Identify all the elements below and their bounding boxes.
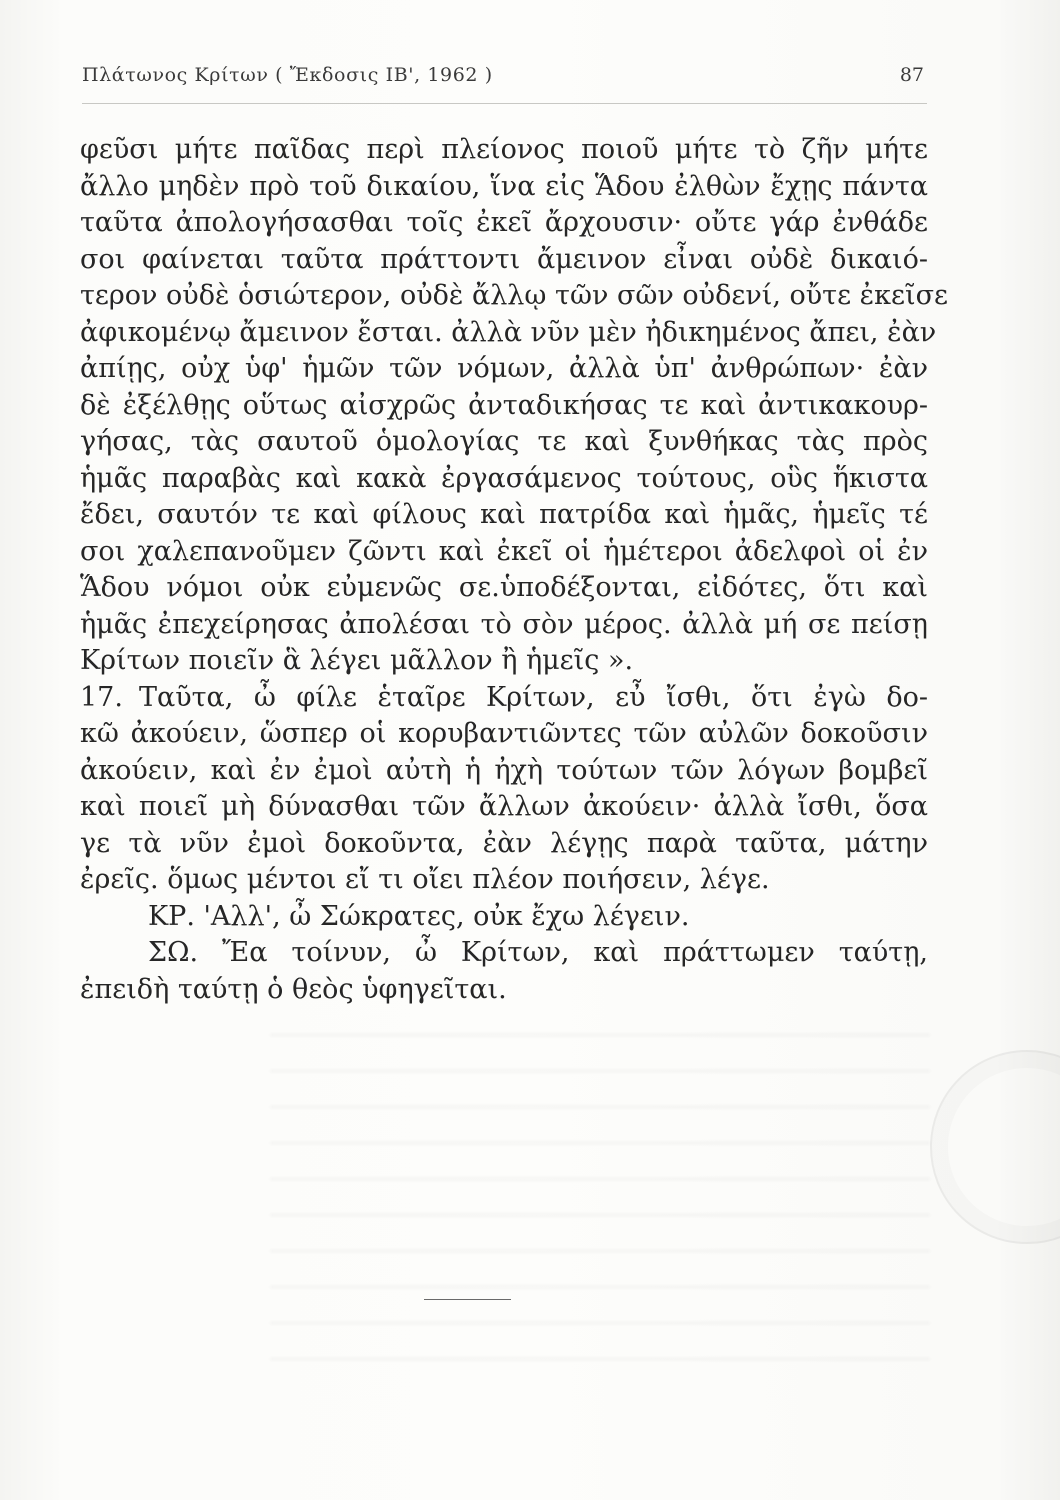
running-head (82, 64, 924, 94)
text-line: ἐρεῖς. ὅμως μέντοι εἴ τι οἴει πλέον ποιήσειν, λέγε. (80, 864, 770, 895)
text-line: δὲ ἐξέλθῃς οὕτως αἰσχρῶς ἀνταδικήσας τε καὶ ἀντικακουρ- (80, 389, 928, 421)
text-line: ἀφικομένῳ ἄμεινον ἔσται. ἀλλὰ νῦν μὲν ἠδικημένος ἄπει, ἐὰν (80, 316, 937, 348)
dialogue (80, 899, 928, 1009)
paragraph-2 (80, 680, 928, 899)
text-line: ἄλλο μηδὲν πρὸ τοῦ δικαίου, ἵνα εἰς Ἅδου ἐλθὼν ἔχῃς πάντα (80, 170, 928, 202)
text-line: καὶ ποιεῖ μὴ δύνασθαι τῶν ἄλλων ἀκούειν· ἀλλὰ ἴσθι, ὅσα (80, 791, 928, 822)
text-line: σοι φαίνεται ταῦτα πράττοντι ἄμεινον εἶναι οὐδὲ δικαιό- (80, 243, 928, 275)
socrates-line: ΣΩ. Ἔα τοίνυν, ὦ Κρίτων, καὶ πράττωμεν ταύτῃ, (148, 937, 928, 968)
paragraph-1 (80, 132, 949, 680)
section-number: 17. (80, 681, 123, 713)
text-line: γε τὰ νῦν ἐμοὶ δοκοῦντα, ἐὰν λέγῃς παρὰ ταῦτα, μάτην (80, 827, 928, 859)
page-number: 87 (899, 64, 924, 86)
text-line: σοι χαλεπανοῦμεν ζῶντι καὶ ἐκεῖ οἱ ἡμέτεροι ἀδελφοὶ οἱ ἐν (80, 535, 928, 567)
text-line: Κρίτων ποιεῖν ἃ λέγει μᾶλλον ἢ ἡμεῖς ». (80, 645, 634, 676)
text-line: τερον οὐδὲ ὁσιώτερον, οὐδὲ ἄλλῳ τῶν σῶν οὐδενί, οὔτε ἐκεῖσε (80, 280, 949, 311)
bleed-through-text (270, 1010, 930, 1390)
header-rule (82, 103, 927, 104)
text-line: φεῦσι μήτε παῖδας περὶ πλείονος ποιοῦ μήτε τὸ ζῆν μήτε (80, 134, 928, 165)
text-line: κῶ ἀκούειν, ὥσπερ οἱ κορυβαντιῶντες τῶν αὐλῶν δοκοῦσιν (80, 718, 928, 749)
library-stamp (930, 1050, 1060, 1244)
running-title: Πλάτωνος Κρίτων ( Ἔκδοσις ΙΒ', 1962 ) (82, 64, 493, 86)
text-line: ἀκούειν, καὶ ἐν ἐμοὶ αὐτὴ ἡ ἠχὴ τούτων τῶν λόγων βομβεῖ (80, 754, 928, 786)
text-line: γήσας, τὰς σαυτοῦ ὁμολογίας τε καὶ ξυνθήκας τὰς πρὸς (80, 426, 928, 457)
socrates-line-continued: ἐπειδὴ ταύτῃ ὁ θεὸς ὑφηγεῖται. (80, 973, 507, 1005)
text-line: ἡμᾶς παραβὰς καὶ κακὰ ἐργασάμενος τούτους, οὓς ἥκιστα (80, 462, 928, 494)
end-rule (424, 1299, 511, 1300)
body-text (80, 132, 949, 1008)
kriton-line: ΚΡ. 'Αλλ', ὦ Σώκρατες, οὐκ ἔχω λέγειν. (148, 900, 690, 932)
text-line: ἔδει, σαυτόν τε καὶ φίλους καὶ πατρίδα καὶ ἡμᾶς, ἡμεῖς τέ (80, 499, 928, 530)
section-first-line (80, 680, 928, 717)
text-line: ταῦτα ἀπολογήσασθαι τοῖς ἐκεῖ ἄρχουσιν· οὔτε γάρ ἐνθάδε (80, 207, 928, 238)
text-line: ἀπίῃς, οὐχ ὑφ' ἡμῶν τῶν νόμων, ἀλλὰ ὑπ' ἀνθρώπων· ἐὰν (80, 353, 928, 384)
text-line: ἡμᾶς ἐπεχείρησας ἀπολέσαι τὸ σὸν μέρος. ἀλλὰ μή σε πείσῃ (80, 608, 928, 640)
text-line: Ἅδου νόμοι οὐκ εὐμενῶς σε.ὑποδέξονται, εἰδότες, ὅτι καὶ (80, 572, 928, 603)
text-line: Ταῦτα, ὦ φίλε ἑταῖρε Κρίτων, εὖ ἴσθι, ὅτι ἐγὼ δο- (138, 681, 928, 713)
